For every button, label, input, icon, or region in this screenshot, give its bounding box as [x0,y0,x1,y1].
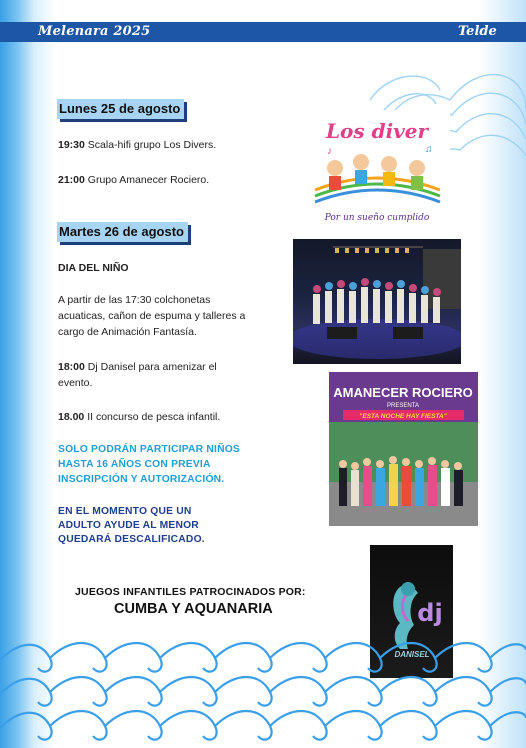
notice-blue-2: HASTA 16 AÑOS CON PREVIA [58,459,211,470]
day1-event-1 [58,137,216,153]
day2-heading: Martes 26 de agosto [57,222,188,242]
sponsors-label: JUEGOS INFANTILES PATROCINADOS POR: [75,586,306,598]
sponsors-names: CUMBA Y AQUANARIA [114,601,273,617]
event-text: Dj Danisel para amenizar el [87,361,217,373]
rociero-show: "ESTA NOCHE HAY FIESTA" [359,413,447,420]
svg-text:♪: ♪ [327,146,332,157]
event-time: 18.00 [58,411,85,423]
day2-event-3 [58,359,217,375]
los-diver-image [305,110,450,227]
banner-title: Melenara 2025 [38,24,151,39]
diver-tagline: Por un sueño cumplido [324,213,430,223]
event-text: Grupo Amanecer Rociero. [87,174,210,186]
day1-heading: Lunes 25 de agosto [57,99,184,119]
day2-intro-2: acuaticas, cañon de espuma y talleres a [58,310,246,322]
day1-event-2 [58,172,209,188]
banner-place: Telde [458,24,497,39]
day2-intro-3: cargo de Animación Fantasía. [58,326,197,338]
event-time: 19:30 [58,139,85,151]
dj-letters: dj [417,599,443,627]
rociero-title: AMANECER ROCIERO [333,385,473,400]
day2-subtitle: DIA DEL NIÑO [58,262,129,274]
dj-name: DANISEL [394,650,430,659]
day2-intro-1: A partir de las 17:30 colchonetas [58,294,211,306]
event-time: 18:00 [58,361,85,373]
event-text: Scala-hifi grupo Los Divers. [87,139,217,151]
notice-navy-2: ADULTO AYUDE AL MENOR [58,520,199,531]
waves-decoration-bottom [0,630,526,748]
day2-event-4 [58,409,220,425]
event-time: 21:00 [58,174,85,186]
svg-text:♫: ♫ [425,144,433,155]
event-text: II concurso de pesca infantil. [87,411,221,423]
rociero-presenta: PRESENTA [387,403,419,409]
notice-blue-3: INSCRIPCIÓN Y AUTORIZACIÓN. [58,474,225,485]
amanecer-rociero-poster [329,372,478,526]
notice-blue-1: SOLO PODRÁN PARTICIPAR NIÑOS [58,444,240,455]
day2-event-3-cont: evento. [58,377,93,389]
notice-navy-1: EN EL MOMENTO QUE UN [58,506,192,517]
stage-photo [293,239,461,364]
notice-navy-3: QUEDARÁ DESCALIFICADO. [58,534,205,545]
diver-title: Los diver [325,119,429,143]
